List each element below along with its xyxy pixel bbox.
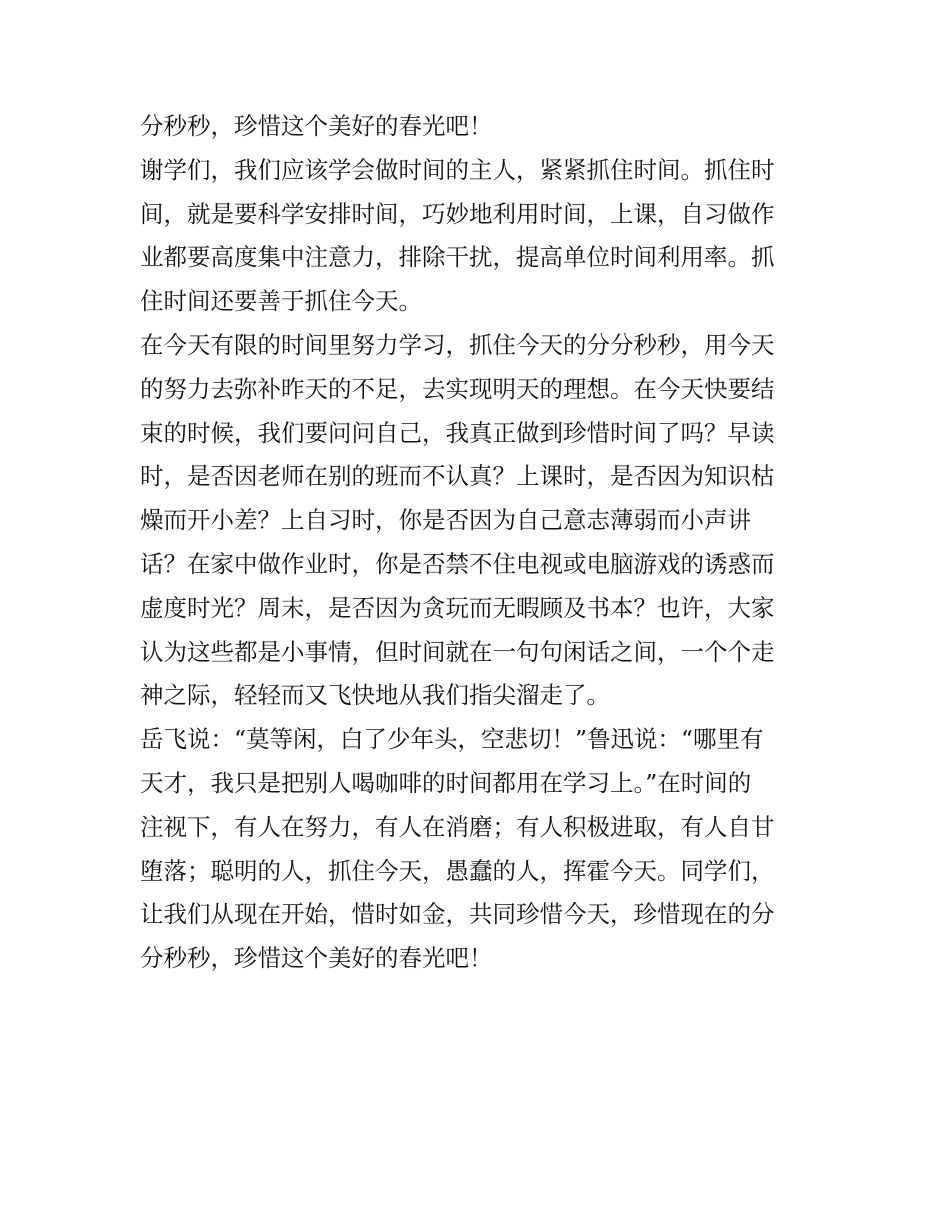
text-line-9: 时，是否因老师在别的班而不认真？上课时，是否因为知识枯 — [140, 462, 775, 491]
text-line-14: 神之际，轻轻而又飞快地从我们指尖溜走了。 — [140, 681, 610, 710]
text-line-2: 谢学们，我们应该学会做时间的主人，紧紧抓住时间。抓住时 — [140, 155, 775, 184]
text-line-3: 间，就是要科学安排时间，巧妙地利用时间，上课，自习做作 — [140, 199, 775, 228]
text-line-12: 虚度时光？周末，是否因为贪玩而无暇顾及书本？也许，大家 — [140, 593, 775, 622]
text-line-5: 住时间还要善于抓住今天。 — [140, 287, 422, 316]
text-line-15: 岳飞说：“莫等闲，白了少年头，空悲切！”鲁迅说：“哪里有 — [140, 725, 764, 754]
text-line-16: 天才，我只是把别人喝咖啡的时间都用在学习上。”在时间的 — [140, 768, 752, 797]
text-line-20: 分秒秒，珍惜这个美好的春光吧！ — [140, 944, 493, 973]
text-line-6: 在今天有限的时间里努力学习，抓住今天的分分秒秒，用今天 — [140, 330, 775, 359]
text-line-1: 分秒秒，珍惜这个美好的春光吧！ — [140, 112, 493, 140]
text-line-19: 让我们从现在开始，惜时如金，共同珍惜今天，珍惜现在的分 — [140, 900, 775, 929]
text-line-13: 认为这些都是小事情，但时间就在一句句闲话之间，一个个走 — [140, 637, 775, 666]
text-line-17: 注视下，有人在努力，有人在消磨；有人积极进取，有人自甘 — [140, 812, 775, 841]
text-line-8: 束的时候，我们要问问自己，我真正做到珍惜时间了吗？早读 — [140, 418, 775, 447]
text-line-18: 堕落；聪明的人，抓住今天，愚蠢的人，挥霍今天。同学们， — [140, 856, 775, 885]
text-line-7: 的努力去弥补昨天的不足，去实现明天的理想。在今天快要结 — [140, 374, 775, 403]
text-line-11: 话？在家中做作业时，你是否禁不住电视或电脑游戏的诱惑而 — [140, 549, 775, 578]
text-line-10: 燥而开小差？上自习时，你是否因为自己意志薄弱而小声讲 — [140, 506, 751, 535]
document-body — [140, 105, 820, 981]
text-line-4: 业都要高度集中注意力，排除干扰，提高单位时间利用率。抓 — [140, 243, 775, 272]
